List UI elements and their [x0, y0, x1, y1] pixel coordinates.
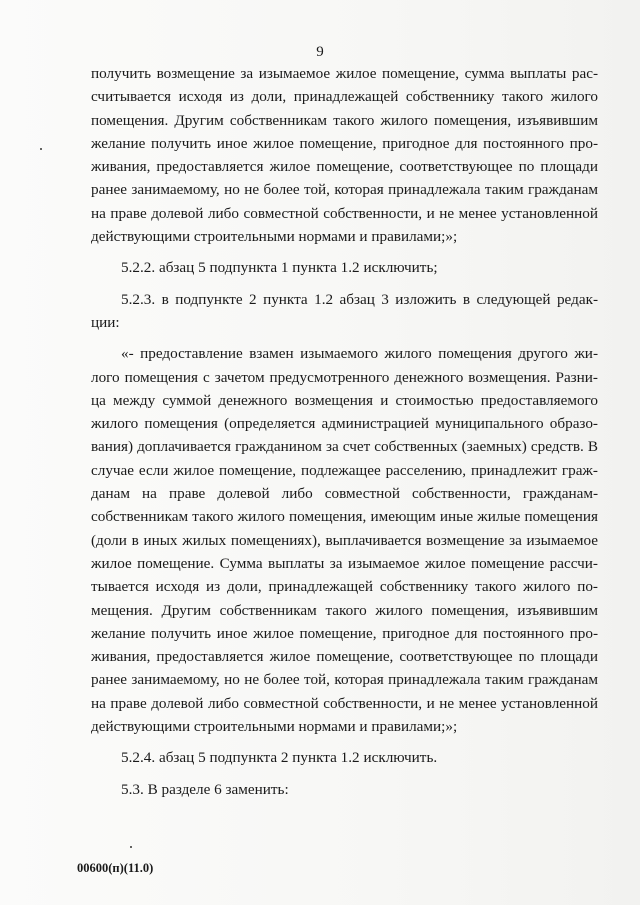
text-line: жилое помещение. Сумма выплаты за изымаемое жилое помещение рассчи-: [91, 554, 598, 572]
paragraph-gap: [91, 770, 598, 778]
text-line: ранее занимаемому, но не более той, которая принадлежала таким гражданам: [91, 671, 598, 689]
text-line: желание получить иное жилое помещение, пригодное для постоянного про-: [91, 624, 598, 642]
text-line: ца между суммой денежного возмещения и стоимостью предоставляемого: [91, 391, 598, 409]
text-line: получить возмещение за изымаемое жилое помещение, сумма выплаты рас-: [91, 65, 598, 82]
paragraph-gap: [91, 280, 598, 288]
text-line: живания, предоставляется жилое помещение, соответствующее по площади: [91, 158, 598, 176]
text-line: вания) доплачивается гражданином за счет собственных (заемных) средств. В: [91, 438, 598, 456]
scan-speck: [40, 148, 42, 150]
text-line: мещения. Другим собственникам такого жилого помещения, изъявившим: [91, 601, 598, 619]
text-line: собственникам такого жилого помещения, имеющим иные жилые помещения: [91, 508, 598, 526]
text-line: ции:: [91, 313, 120, 331]
text-line: 5.2.3. в подпункте 2 пункта 1.2 абзац 3 изложить в следующей редак-: [121, 290, 598, 308]
document-body: [91, 62, 598, 801]
text-line: действующими строительными нормами и правилами;»;: [91, 718, 458, 736]
document-code: 00600(п)(11.0): [77, 861, 154, 875]
text-line: живания, предоставляется жилое помещение, соответствующее по площади: [91, 648, 598, 666]
text-line: 5.3. В разделе 6 заменить:: [121, 780, 289, 798]
text-line: действующими строительными нормами и правилами;»;: [91, 228, 458, 246]
text-line: на праве долевой либо совместной собственности, и не менее установленной: [91, 204, 598, 222]
text-line: данам на праве долевой либо совместной собственности, гражданам-: [91, 485, 598, 503]
paragraph-gap: [91, 334, 598, 342]
text-line: считывается исходя из доли, принадлежащей собственнику такого жилого: [91, 88, 598, 106]
paragraph-gap: [91, 738, 598, 746]
text-line: помещения. Другим собственникам такого жилого помещения, изъявившим: [91, 111, 598, 129]
text-line: ранее занимаемому, но не более той, которая принадлежала таким гражданам: [91, 181, 598, 199]
text-line: на праве долевой либо совместной собственности, и не менее установленной: [91, 694, 598, 712]
text-line: (доли в иных жилых помещениях), выплачивается возмещение за изымаемое: [91, 531, 598, 549]
text-line: 5.2.4. абзац 5 подпункта 2 пункта 1.2 исключить.: [121, 749, 438, 767]
text-line: тывается исходя из доли, принадлежащей собственнику такого жилого по-: [91, 578, 598, 596]
scan-speck: [130, 846, 132, 848]
text-line: «- предоставление взамен изымаемого жилого помещения другого жи-: [121, 345, 598, 363]
text-line: лого помещения с зачетом предусмотренного денежного возмещения. Разни-: [91, 368, 598, 386]
page-number: 9: [316, 44, 324, 60]
text-line: случае если жилое помещение, подлежащее расселению, принадлежит граж-: [91, 461, 598, 479]
text-line: 5.2.2. абзац 5 подпункта 1 пункта 1.2 исключить;: [121, 259, 438, 277]
paragraph-gap: [91, 248, 598, 256]
text-line: желание получить иное жилое помещение, пригодное для постоянного про-: [91, 134, 598, 152]
text-line: жилого помещения (определяется администрацией муниципального образо-: [91, 415, 598, 433]
